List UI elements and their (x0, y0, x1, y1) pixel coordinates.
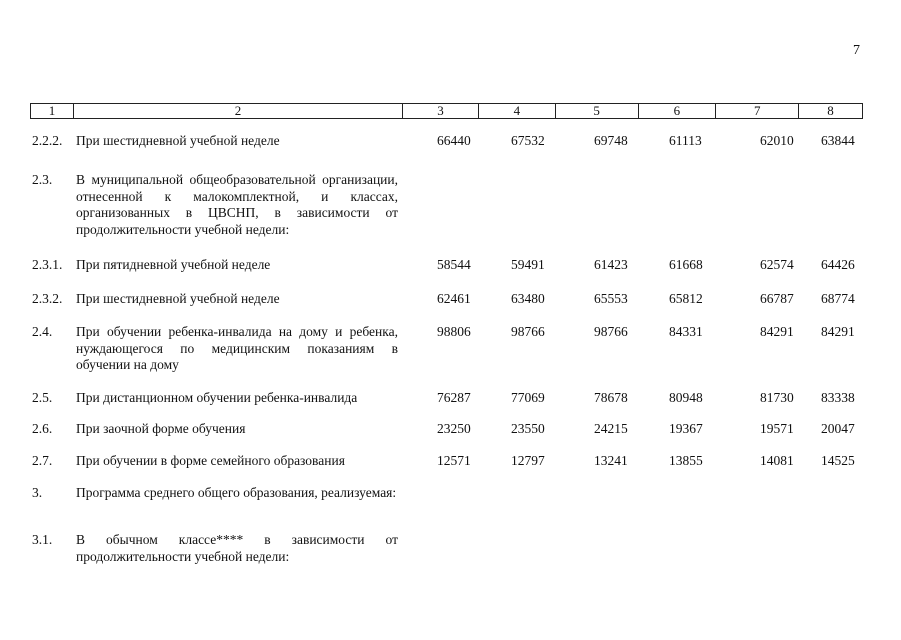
value-col-5: 24215 (594, 421, 628, 436)
row-description: При дистанционном обучении ребенка-инвалида (76, 390, 358, 405)
value-col-5: 61423 (594, 257, 628, 272)
value-col-6: 80948 (669, 390, 703, 405)
column-header-6: 6 (639, 104, 717, 118)
column-header-3: 3 (403, 104, 479, 118)
value-col-4: 98766 (511, 324, 545, 339)
column-header-2: 2 (74, 104, 403, 118)
value-col-4: 23550 (511, 421, 545, 436)
value-col-6: 65812 (669, 291, 703, 306)
value-col-6: 19367 (669, 421, 703, 436)
value-col-6: 61113 (669, 133, 702, 148)
value-col-6: 61668 (669, 257, 703, 272)
row-number: 3. (32, 485, 43, 500)
value-col-3: 23250 (437, 421, 471, 436)
value-col-4: 12797 (511, 453, 545, 468)
page-number: 7 (853, 43, 860, 58)
value-col-8: 68774 (821, 291, 855, 306)
row-number: 2.2.2. (32, 133, 63, 148)
value-col-8: 64426 (821, 257, 855, 272)
value-col-8: 14525 (821, 453, 855, 468)
row-description: При шестидневной учебной неделе (76, 291, 280, 306)
value-col-8: 20047 (821, 421, 855, 436)
value-col-5: 69748 (594, 133, 628, 148)
column-header-4: 4 (479, 104, 556, 118)
value-col-4: 77069 (511, 390, 545, 405)
value-col-5: 78678 (594, 390, 628, 405)
row-number: 2.6. (32, 421, 53, 436)
column-header-7: 7 (716, 104, 799, 118)
row-description: Программа среднего общего образования, реализуемая: (76, 485, 397, 500)
row-description: При обучении ребенка-инвалида на дому и ребенка, нуждающегося по медицинским показаниям в обучении на дому (76, 324, 398, 372)
row-number: 2.3.2. (32, 291, 63, 306)
value-col-4: 63480 (511, 291, 545, 306)
row-number: 2.7. (32, 453, 53, 468)
value-col-3: 62461 (437, 291, 471, 306)
value-col-8: 63844 (821, 133, 855, 148)
value-col-8: 83338 (821, 390, 855, 405)
column-header-5: 5 (556, 104, 639, 118)
value-col-4: 67532 (511, 133, 545, 148)
value-col-7: 84291 (760, 324, 794, 339)
row-description: При заочной форме обучения (76, 421, 246, 436)
value-col-4: 59491 (511, 257, 545, 272)
table-header-row (30, 103, 863, 119)
row-description: При шестидневной учебной неделе (76, 133, 280, 148)
row-description: В обычном классе**** в зависимости от продолжительности учебной недели: (76, 532, 398, 564)
value-col-7: 14081 (760, 453, 794, 468)
row-number: 2.3. (32, 172, 53, 187)
row-number: 2.4. (32, 324, 53, 339)
value-col-5: 98766 (594, 324, 628, 339)
row-number: 3.1. (32, 532, 53, 547)
row-number: 2.3.1. (32, 257, 63, 272)
value-col-3: 12571 (437, 453, 471, 468)
value-col-3: 66440 (437, 133, 471, 148)
value-col-7: 81730 (760, 390, 794, 405)
value-col-5: 13241 (594, 453, 628, 468)
row-number: 2.5. (32, 390, 53, 405)
value-col-3: 58544 (437, 257, 471, 272)
row-description: При обучении в форме семейного образования (76, 453, 345, 468)
value-col-7: 62574 (760, 257, 794, 272)
value-col-3: 76287 (437, 390, 471, 405)
row-description: В муниципальной общеобразовательной организации, отнесенной к малокомплектной, и классах, организованных в ЦВСНП, в зависимости от продолжительности учебной недели: (76, 172, 398, 237)
value-col-7: 66787 (760, 291, 794, 306)
column-header-8: 8 (827, 103, 834, 118)
value-col-6: 84331 (669, 324, 703, 339)
row-description: При пятидневной учебной неделе (76, 257, 271, 272)
value-col-7: 62010 (760, 133, 794, 148)
column-header-1: 1 (31, 104, 74, 118)
value-col-8: 84291 (821, 324, 855, 339)
value-col-3: 98806 (437, 324, 471, 339)
value-col-5: 65553 (594, 291, 628, 306)
value-col-7: 19571 (760, 421, 794, 436)
value-col-6: 13855 (669, 453, 703, 468)
